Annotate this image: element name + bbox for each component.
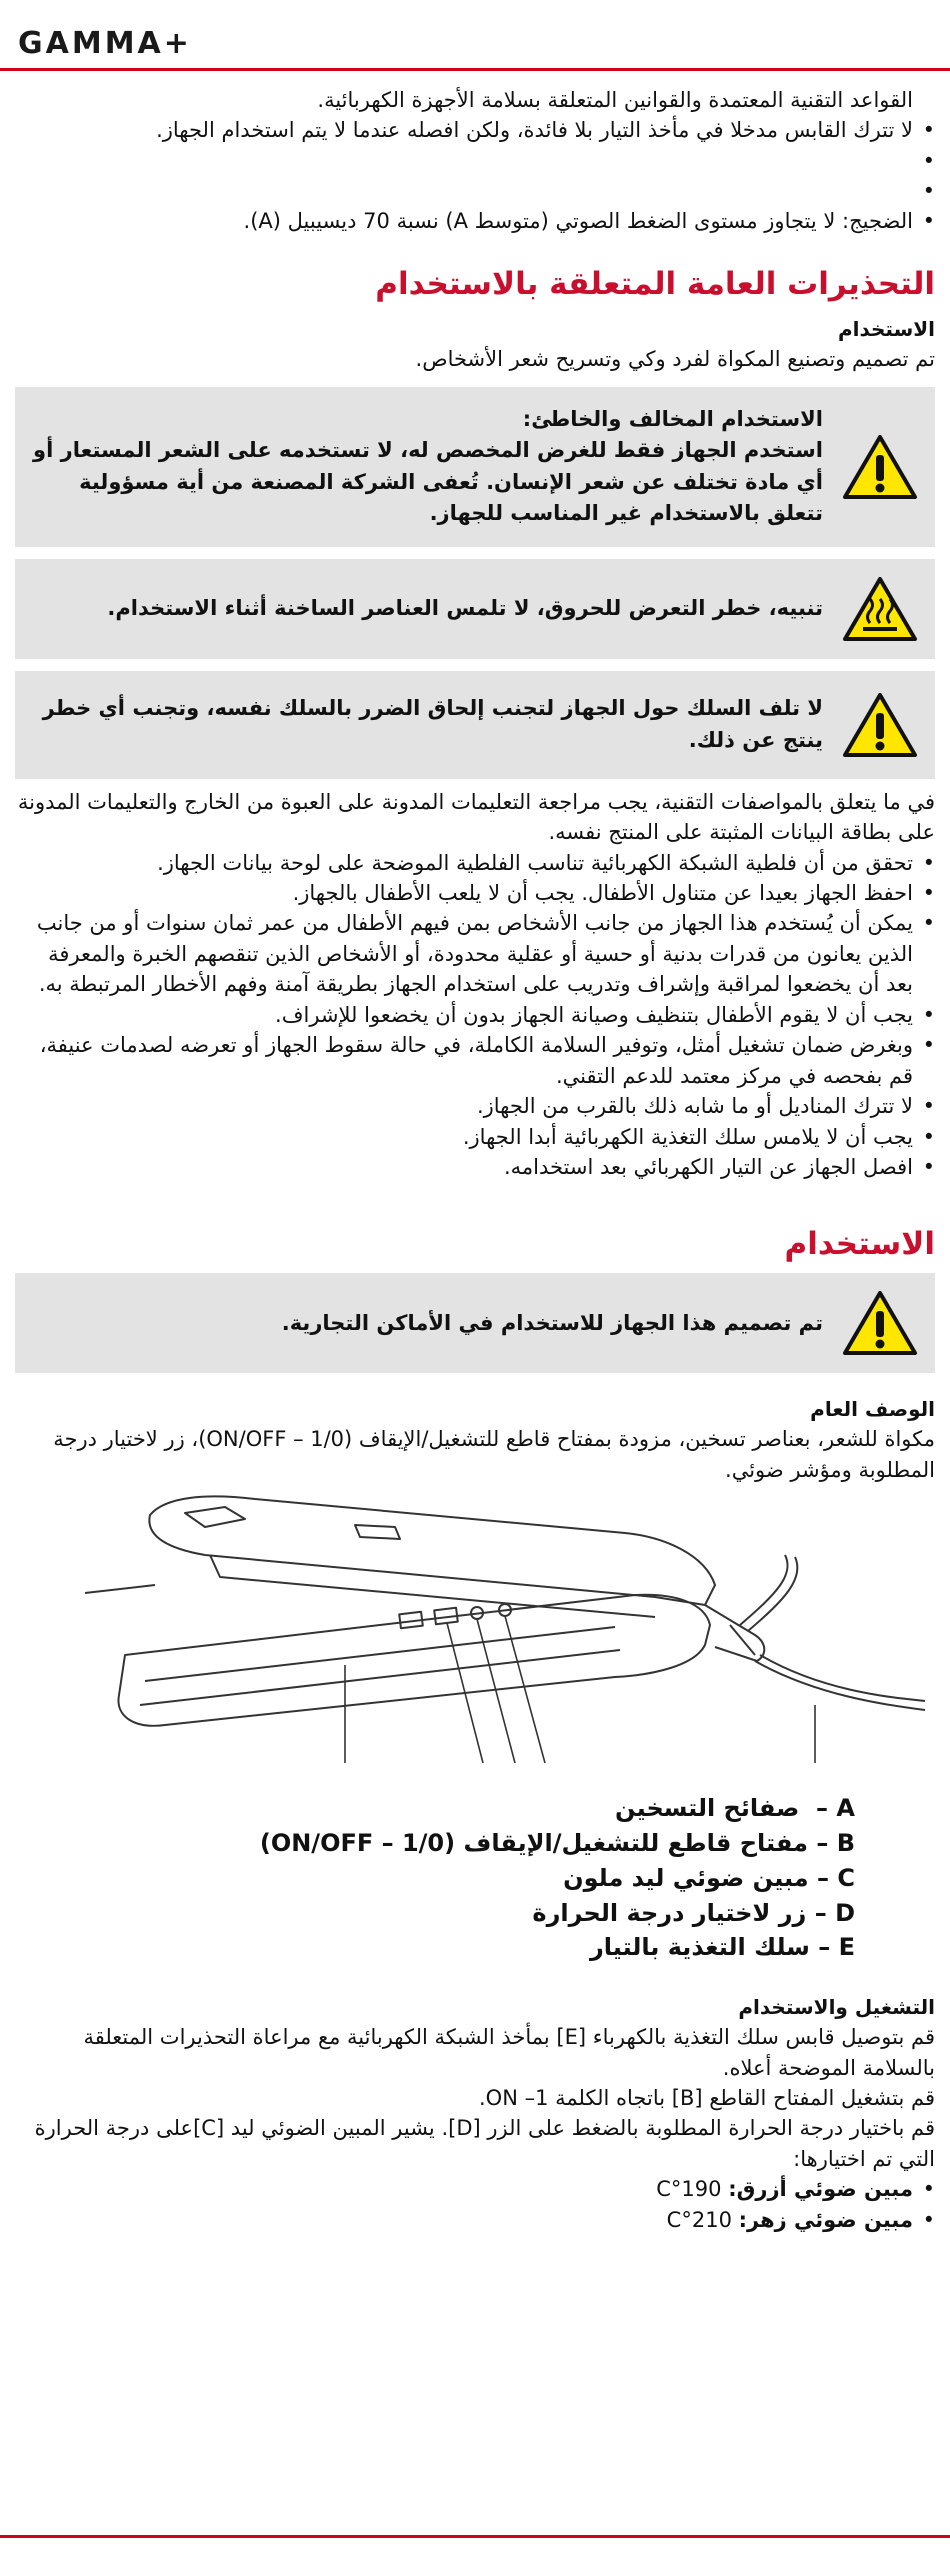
operation-step: قم بتشغيل المفتاح القاطع [B] باتجاه الكلمة 1– ON. [478,2086,935,2111]
part-item-a: A – صفائح التسخين [615,1794,855,1823]
usage-title: الاستخدام [784,1226,935,1263]
part-item-e: E – سلك التغذية بالتيار [589,1933,855,1962]
safety-bullets [15,848,935,1183]
intro-bullets [15,115,935,236]
specs-text: في ما يتعلق بالمواصفات التقنية، يجب مراجعة التعليمات المدونة على العبوة من الخارج والتعليمات المدونة على بطاقة البيانات المثبتة على المنتج نفسه. [17,789,935,845]
safety-bullet: • افصل الجهاز عن التيار الكهربائي بعد استخدامه. [15,1152,913,1182]
safety-bullet: • يجب أن لا يلامس سلك التغذية الكهربائية أبدا الجهاز. [15,1122,913,1152]
temperature-item: • مبين ضوئي أزرق: 190°C [15,2174,913,2204]
empty-bullet [15,176,913,206]
parts-legend [15,1791,935,1965]
temperature-list [15,2174,935,2235]
header-rule [0,68,950,71]
intro-bullet: • الضجيج: لا يتجاوز مستوى الضغط الصوتي (متوسط A) نسبة 70 ديسيبيل (A). [15,206,913,236]
warning-box-commercial [15,1273,935,1373]
warning-box-misuse [15,387,935,547]
usage-text: تم تصميم وتصنيع المكواة لفرد وكي وتسريح شعر الأشخاص. [415,347,935,372]
warning-box-burn [15,559,935,659]
warning-box-cord [15,671,935,779]
safety-bullet: • يجب أن لا يقوم الأطفال بتنظيف وصيانة الجهاز بدون أن يخضعوا للإشراف. [15,1000,913,1030]
footer-rule [0,2535,950,2538]
safety-bullet: • تحقق من أن فلطية الشبكة الكهربائية تناسب الفلطية الموضحة على لوحة بيانات الجهاز. [15,848,913,878]
warning-triangle-icon [837,433,923,501]
safety-bullet: • يمكن أن يُستخدم هذا الجهاز من جانب الأشخاص بمن فيهم الأطفال من عمر ثمان سنوات أو من جانب الذين يعانون من قدرات بدنية أو حسية أو عقلية محدودة، أو الأشخاص الذين تنقصهم الخبرة والمعرفة بعد أن يخضعوا لمراقبة وإشراف وتدريب على استخدام الجهاز بطريقة آمنة وفهم الأخطار المرتبطة به. [15,908,913,999]
warning-box-title: الاستخدام المخالف والخاطئ: [522,406,823,431]
usage-heading: الاستخدام [837,317,935,342]
document-body [15,85,935,2235]
part-item-d: D – زر لاختيار درجة الحرارة [532,1898,855,1927]
description-heading: الوصف العام [810,1397,935,1422]
hot-surface-icon [837,575,923,643]
warning-triangle-icon [837,1289,923,1357]
warning-box-text: تنبيه، خطر التعرض للحروق، لا تلمس العناصر الساخنة أثناء الاستخدام. [107,595,823,620]
safety-bullet: • لا تترك المناديل أو ما شابه ذلك بالقرب من الجهاز. [15,1091,913,1121]
part-item-b: B – مفتاح قاطع للتشغيل/الإيقاف (ON/OFF – 1/0) [259,1828,855,1857]
brand-logo: GAMMA+ [18,26,192,61]
warning-box-text: لا تلف السلك حول الجهاز لتجنب إلحاق الضرر بالسلك نفسه، وتجنب أي خطر ينتج عن ذلك. [42,696,823,752]
hair-straightener-illustration [15,1485,935,1775]
section-title: التحذيرات العامة المتعلقة بالاستخدام [375,266,935,303]
warning-triangle-icon [837,691,923,759]
intro-bullet: • لا تترك القابس مدخلا في مأخذ التيار بلا فائدة، ولكن افصله عندما لا يتم استخدام الجهاز. [15,115,913,145]
description-text: مكواة للشعر، بعناصر تسخين، مزودة بمفتاح قاطع للتشغيل/الإيقاف (ON/OFF – 1/0)، زر لاختيار درجة المطلوبة ومؤشر ضوئي. [53,1427,935,1482]
safety-bullet: • وبغرض ضمان تشغيل أمثل، وتوفير السلامة الكاملة، في حالة سقوط الجهاز أو تعرضه لصدمات عنيفة، قم بفحصه في مركز معتمد للدعم التقني. [15,1030,913,1091]
operation-step: قم بتوصيل قابس سلك التغذية بالكهرباء [E] بمأخذ الشبكة الكهربائية مع مراعاة التحذيرات المتعلقة بالسلامة الموضحة أعلاه. [83,2025,935,2080]
part-item-c: C – مبين ضوئي ليد ملون [563,1863,855,1892]
warning-box-text: تم تصميم هذا الجهاز للاستخدام في الأماكن التجارية. [281,1310,823,1335]
safety-bullet: • احفظ الجهاز بعيدا عن متناول الأطفال. يجب أن لا يلعب الأطفال بالجهاز. [15,878,913,908]
operation-heading: التشغيل والاستخدام [738,1995,935,2020]
temperature-item: • مبين ضوئي زهر: 210°C [15,2205,913,2235]
intro-line: القواعد التقنية المعتمدة والقوانين المتعلقة بسلامة الأجهزة الكهربائية. [317,88,913,112]
warning-box-text: استخدم الجهاز فقط للغرض المخصص له، لا تستخدمه على الشعر المستعار أو أي مادة تختلف عن شعر الإنسان. تُعفى الشركة المصنعة من أية مسؤولية تتعلق بالاستخدام غير المناسب للجهاز. [33,438,823,526]
spacer [15,146,913,176]
operation-step: قم باختيار درجة الحرارة المطلوبة بالضغط على الزر [D]. يشير المبين الضوئي ليد [C]على درجة الحرارة التي تم اختيارها: [34,2116,935,2171]
